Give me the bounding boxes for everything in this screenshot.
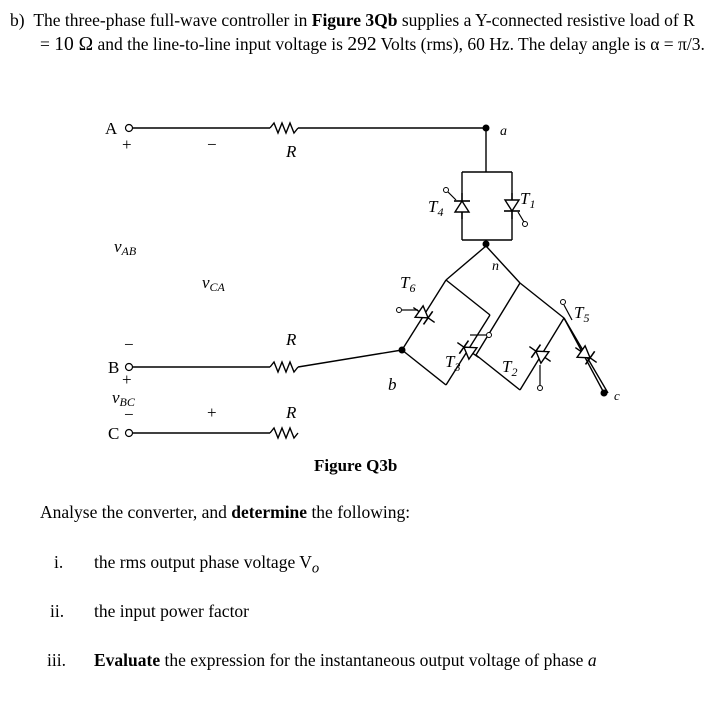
label-node-b: b: [388, 375, 397, 394]
label-t5: $T_5$: [574, 303, 590, 325]
label-t4: $T_4$: [428, 197, 444, 219]
question-text-part: Volts (rms), 60 Hz. The delay angle is α = π/3.: [376, 34, 705, 54]
wire-t3: [446, 280, 490, 315]
label-t2: $T_2$: [502, 357, 518, 379]
question-text-part: The three-phase full-wave controller in: [33, 10, 312, 30]
item-number: i.: [54, 552, 64, 572]
label-minus-c: −: [124, 405, 134, 424]
analyse-suffix: the following:: [307, 502, 411, 522]
terminal-c: [126, 430, 133, 437]
item-text: the input power factor: [94, 601, 250, 621]
question-label: b): [10, 10, 25, 30]
label-t6: $T_6$: [400, 273, 416, 295]
label-t3: $T_3$: [445, 352, 461, 374]
thyristor-t2: [525, 340, 555, 391]
label-node-b-source: B: [108, 358, 120, 377]
label-minus-a: −: [207, 135, 217, 154]
label-resistor-b: R: [286, 330, 297, 349]
voltage-value: 292: [347, 34, 377, 55]
terminal-a: [126, 125, 133, 132]
label-plus-c: +: [207, 403, 217, 422]
figure-caption: Figure Q3b: [314, 456, 398, 475]
analyse-prefix: Analyse the converter, and: [40, 502, 232, 522]
wire-n-b: [446, 246, 486, 280]
analyse-bold: determine: [231, 502, 308, 522]
node-b: [399, 347, 406, 354]
label-node-a-source: A: [105, 119, 118, 138]
label-resistor-a: R: [286, 142, 297, 161]
label-node-c-source: C: [108, 424, 120, 443]
wire-t5: [520, 283, 564, 318]
wire-b-pair: [402, 350, 446, 385]
label-node-n: n: [492, 259, 499, 274]
node-a: [483, 125, 490, 132]
resistor-c: [270, 428, 298, 438]
label-vbc: vBC: [112, 388, 135, 409]
node-c: [601, 390, 608, 397]
item-number: ii.: [50, 601, 65, 621]
wire-b-out: [298, 350, 402, 367]
label-resistor-c: R: [286, 403, 297, 422]
label-minus-b: −: [124, 335, 134, 354]
label-t1: $T_1$: [520, 189, 536, 211]
label-plus-b: +: [122, 370, 132, 389]
analyse-instruction: [40, 502, 410, 523]
label-vab: vAB: [114, 237, 137, 258]
label-vca: vCA: [202, 273, 225, 294]
item-text: the rms output phase voltage $V_o$: [94, 552, 320, 577]
item-text: Evaluate the expression for the instantaneous output voltage of phase a: [94, 650, 597, 670]
question-text-part: and the line-to-line input voltage is: [93, 34, 348, 54]
node-n: [483, 241, 490, 248]
resistor-a: [270, 123, 298, 133]
label-node-c: c: [614, 388, 620, 403]
label-node-a: a: [500, 124, 507, 139]
item-number: iii.: [47, 650, 66, 670]
figure-reference: Figure 3Qb: [311, 10, 398, 30]
wire-t2: [476, 283, 520, 355]
resistor-b: [270, 362, 298, 372]
question-text-part: supplies a Y-connected resistive load of R =: [40, 10, 695, 54]
thyristor-t4: [444, 188, 471, 220]
label-plus-a: +: [122, 135, 132, 154]
resistance-value: 10 Ω: [54, 34, 94, 55]
